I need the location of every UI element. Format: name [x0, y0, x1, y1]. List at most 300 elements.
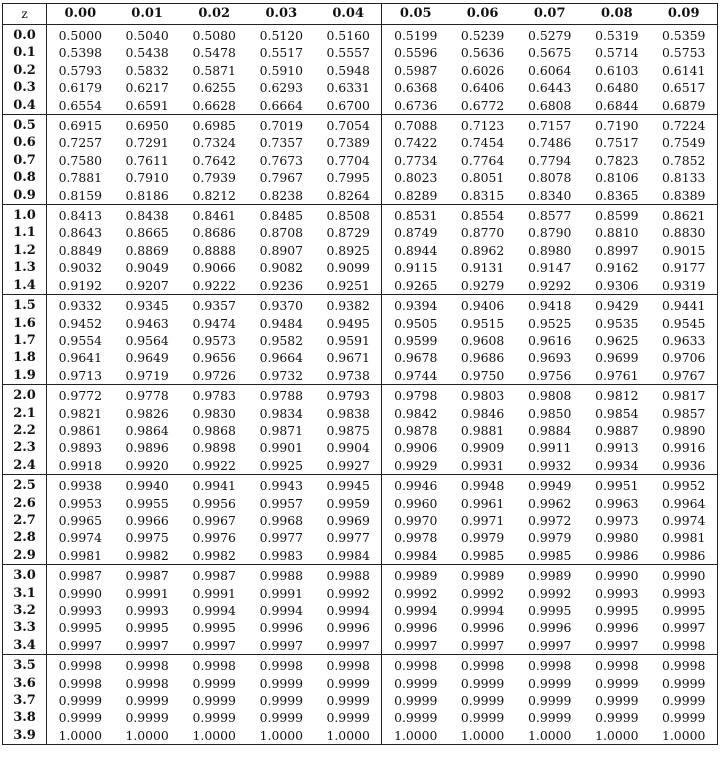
probability-cell: 0.8577: [528, 208, 572, 224]
probability-cell: 0.8159: [58, 187, 102, 203]
probability-cell: 0.9972: [528, 512, 572, 528]
probability-cell: 0.9984: [394, 547, 438, 563]
probability-cell: 0.9980: [595, 530, 639, 546]
probability-cell: 0.9429: [595, 298, 639, 314]
probability-cell: 0.9983: [259, 547, 303, 563]
probability-cell: 0.9934: [595, 457, 639, 473]
probability-cell: 0.9967: [192, 512, 236, 528]
table-row: [3, 62, 718, 79]
probability-cell: 0.6443: [528, 80, 572, 96]
probability-cell: 0.8461: [192, 208, 236, 224]
probability-cell: 0.8106: [595, 170, 639, 186]
probability-cell: 0.9875: [315, 422, 382, 439]
probability-cell: 0.6026: [460, 62, 505, 78]
probability-cell: 0.7389: [315, 134, 382, 151]
probability-cell: 1.0000: [125, 727, 169, 743]
probability-cell: 0.8264: [315, 187, 382, 205]
probability-cell: 0.9943: [259, 478, 303, 494]
probability-cell: 0.9890: [661, 422, 706, 438]
probability-cell: 0.9932: [528, 457, 572, 473]
probability-cell: 0.9990: [595, 568, 639, 584]
probability-cell: 0.7910: [125, 170, 169, 186]
probability-cell: 0.8980: [528, 242, 572, 258]
z-value-cell: 0.2: [3, 62, 47, 79]
probability-cell: 0.9887: [595, 422, 639, 438]
probability-cell: 0.9997: [394, 637, 438, 653]
probability-cell: 0.9946: [394, 478, 438, 494]
probability-cell: 0.9992: [315, 585, 382, 602]
probability-cell: 0.6628: [192, 97, 236, 113]
column-header: 0.00: [64, 6, 97, 21]
probability-cell: 0.9996: [528, 620, 572, 636]
z-value-cell: 3.0: [3, 565, 47, 585]
probability-cell: 0.9948: [460, 478, 505, 494]
column-header: 0.04: [315, 4, 382, 25]
probability-cell: 0.9999: [595, 675, 639, 691]
probability-cell: 0.5948: [315, 62, 382, 79]
table-row: [3, 224, 718, 241]
probability-cell: 0.9992: [460, 585, 505, 601]
probability-cell: 0.9999: [259, 693, 303, 709]
probability-cell: 0.9916: [661, 440, 706, 456]
probability-cell: 0.9656: [192, 350, 236, 366]
probability-cell: 0.8438: [125, 208, 169, 224]
probability-cell: 0.9474: [192, 315, 236, 331]
probability-cell: 0.9956: [192, 495, 236, 511]
probability-cell: 0.8051: [460, 170, 505, 186]
probability-cell: 0.8708: [259, 225, 303, 241]
probability-cell: 0.9999: [315, 675, 382, 692]
probability-cell: 0.9671: [315, 349, 382, 366]
probability-cell: 0.9999: [125, 710, 169, 726]
probability-cell: 0.9756: [528, 367, 572, 383]
probability-cell: 0.9945: [315, 475, 382, 495]
probability-cell: 0.9997: [528, 637, 572, 653]
probability-cell: 0.7734: [394, 152, 438, 168]
probability-cell: 0.5080: [192, 28, 236, 43]
probability-cell: 0.9901: [259, 440, 303, 456]
probability-cell: 0.9999: [315, 709, 382, 726]
z-value-cell: 3.8: [3, 709, 47, 726]
probability-cell: 0.9961: [460, 495, 505, 511]
probability-cell: 0.9898: [192, 440, 236, 456]
probability-cell: 0.7190: [595, 118, 639, 134]
probability-cell: 0.8289: [394, 187, 438, 203]
probability-cell: 0.9370: [259, 298, 303, 314]
probability-cell: 0.8599: [595, 208, 639, 224]
probability-cell: 0.9989: [394, 568, 438, 584]
probability-cell: 0.8643: [58, 225, 102, 241]
probability-cell: 1.0000: [394, 727, 438, 743]
probability-cell: 0.8485: [259, 208, 303, 224]
probability-cell: 0.8023: [394, 170, 438, 186]
table-row: [3, 405, 718, 422]
probability-cell: 0.9986: [595, 547, 639, 563]
probability-cell: 0.7357: [259, 135, 303, 151]
column-header: 0.08: [600, 6, 633, 21]
probability-cell: 0.9251: [315, 277, 382, 295]
probability-cell: 0.9999: [125, 693, 169, 709]
probability-cell: 0.9974: [661, 512, 706, 528]
probability-cell: 0.9995: [661, 603, 706, 618]
probability-cell: 0.9535: [595, 315, 639, 331]
probability-cell: 0.9525: [528, 315, 572, 331]
table-row: [3, 495, 718, 512]
probability-cell: 0.7157: [528, 118, 572, 134]
probability-cell: 0.9963: [595, 495, 639, 511]
probability-cell: 0.9834: [259, 405, 303, 421]
probability-cell: 0.6293: [259, 80, 303, 96]
probability-cell: 0.9706: [661, 350, 706, 366]
probability-cell: 0.7967: [259, 170, 303, 186]
probability-cell: 0.9998: [125, 658, 169, 674]
probability-cell: 0.9999: [661, 693, 706, 709]
probability-cell: 0.9292: [528, 277, 572, 293]
probability-cell: 0.9484: [259, 315, 303, 331]
probability-cell: 0.9996: [259, 620, 303, 636]
probability-cell: 1.0000: [460, 727, 505, 743]
probability-cell: 0.9999: [460, 693, 505, 709]
table-row: [3, 457, 718, 475]
probability-cell: 0.9981: [661, 530, 706, 546]
probability-cell: 0.6664: [259, 97, 303, 113]
probability-cell: 0.9994: [315, 602, 382, 619]
probability-cell: 0.8413: [58, 208, 102, 224]
probability-cell: 0.5871: [192, 62, 236, 78]
probability-cell: 0.9115: [394, 260, 438, 276]
probability-cell: 0.9970: [394, 512, 438, 528]
probability-cell: 0.9964: [661, 495, 706, 511]
z-value-cell: 3.9: [3, 727, 47, 745]
probability-cell: 0.9999: [595, 710, 639, 726]
table-row: [3, 44, 718, 61]
probability-cell: 0.7257: [58, 135, 102, 151]
probability-cell: 0.9994: [460, 603, 505, 618]
probability-cell: 0.9678: [394, 350, 438, 366]
probability-cell: 0.8849: [58, 242, 102, 258]
z-value-cell: 3.1: [3, 585, 47, 602]
probability-cell: 0.9998: [460, 658, 505, 674]
probability-cell: 0.8830: [661, 225, 706, 241]
probability-cell: 0.9968: [259, 512, 303, 528]
probability-cell: 0.9817: [661, 388, 706, 404]
probability-cell: 0.9994: [192, 603, 236, 618]
probability-cell: 0.9985: [460, 547, 505, 563]
probability-cell: 0.7454: [460, 135, 505, 151]
probability-cell: 0.7291: [125, 135, 169, 151]
probability-cell: 0.9911: [528, 440, 572, 456]
z-value-cell: 1.2: [3, 242, 47, 259]
probability-cell: 1.0000: [58, 727, 102, 743]
probability-cell: 0.7422: [394, 135, 438, 151]
probability-cell: 0.6179: [58, 80, 102, 96]
probability-cell: 0.7642: [192, 152, 236, 168]
probability-cell: 0.9772: [58, 388, 102, 404]
table-row: [3, 675, 718, 692]
probability-cell: 0.7704: [315, 152, 382, 169]
probability-cell: 0.6915: [58, 118, 102, 134]
probability-cell: 0.9732: [259, 367, 303, 383]
probability-cell: 0.9906: [394, 440, 438, 456]
probability-cell: 0.8315: [460, 187, 505, 203]
probability-cell: 0.9996: [595, 620, 639, 636]
z-value-cell: 0.1: [3, 44, 47, 61]
probability-cell: 0.9999: [661, 710, 706, 726]
probability-cell: 0.9918: [58, 457, 102, 473]
probability-cell: 1.0000: [192, 727, 236, 743]
probability-cell: 0.5517: [259, 45, 303, 61]
probability-cell: 0.9049: [125, 260, 169, 276]
probability-cell: 0.9927: [315, 457, 382, 475]
probability-cell: 0.9884: [528, 422, 572, 438]
probability-cell: 0.7673: [259, 152, 303, 168]
probability-cell: 0.8665: [125, 225, 169, 241]
probability-cell: 0.9842: [394, 405, 438, 421]
probability-cell: 0.9994: [259, 603, 303, 618]
probability-cell: 0.9981: [58, 547, 102, 563]
table-row: [3, 259, 718, 276]
probability-cell: 0.6064: [528, 62, 572, 78]
probability-cell: 0.6255: [192, 80, 236, 96]
probability-cell: 0.5753: [661, 45, 706, 61]
table-row: [3, 692, 718, 709]
probability-cell: 0.9750: [460, 367, 505, 383]
probability-cell: 0.9788: [259, 388, 303, 404]
probability-cell: 0.9495: [315, 315, 382, 332]
probability-cell: 0.9265: [394, 277, 438, 293]
probability-cell: 0.9995: [528, 603, 572, 618]
probability-cell: 0.9991: [125, 585, 169, 601]
probability-cell: 0.9997: [259, 637, 303, 653]
probability-cell: 0.9979: [460, 530, 505, 546]
probability-cell: 0.9997: [58, 637, 102, 653]
probability-cell: 0.6141: [661, 62, 706, 78]
probability-cell: 0.9896: [125, 440, 169, 456]
probability-cell: 0.5160: [315, 25, 382, 45]
probability-cell: 0.8238: [259, 187, 303, 203]
probability-cell: 0.9625: [595, 332, 639, 348]
table-row: [3, 565, 718, 585]
probability-cell: 0.9929: [394, 457, 438, 473]
probability-cell: 0.7580: [58, 152, 102, 168]
probability-cell: 0.7224: [661, 118, 706, 134]
table-row: [3, 187, 718, 205]
probability-cell: 0.6368: [394, 80, 438, 96]
z-value-cell: 1.3: [3, 259, 47, 276]
probability-cell: 0.5438: [125, 45, 169, 61]
probability-cell: 0.7995: [315, 169, 382, 186]
probability-cell: 0.9987: [125, 568, 169, 584]
probability-cell: 0.9990: [661, 568, 706, 584]
probability-cell: 0.9996: [460, 620, 505, 636]
z-value-cell: 1.7: [3, 332, 47, 349]
probability-cell: 0.7054: [315, 115, 382, 135]
probability-cell: 0.7794: [528, 152, 572, 168]
probability-cell: 0.9798: [394, 388, 438, 404]
probability-cell: 0.9744: [394, 367, 438, 383]
column-header: 0.02: [198, 6, 231, 21]
probability-cell: 0.9515: [460, 315, 505, 331]
probability-cell: 0.9920: [125, 457, 169, 473]
probability-cell: 0.9989: [528, 568, 572, 584]
probability-cell: 0.6985: [192, 118, 236, 134]
probability-cell: 0.9878: [394, 422, 438, 438]
probability-cell: 0.9599: [394, 332, 438, 348]
probability-cell: 0.9966: [125, 512, 169, 528]
probability-cell: 0.9951: [595, 478, 639, 494]
probability-cell: 0.9812: [595, 388, 639, 404]
probability-cell: 0.7823: [595, 152, 639, 168]
probability-cell: 0.9999: [528, 693, 572, 709]
probability-cell: 0.8621: [661, 208, 706, 224]
table-row: [3, 97, 718, 115]
probability-cell: 0.9998: [661, 637, 706, 653]
probability-cell: 0.5279: [528, 28, 572, 43]
z-value-cell: 3.5: [3, 655, 47, 675]
probability-cell: 0.9999: [192, 693, 236, 709]
probability-cell: 0.9207: [125, 277, 169, 293]
probability-cell: 0.8554: [460, 208, 505, 224]
probability-cell: 0.9554: [58, 332, 102, 348]
z-table: [2, 3, 718, 745]
column-header: 0.07: [533, 6, 566, 21]
probability-cell: 0.9938: [58, 478, 102, 494]
z-value-cell: 1.8: [3, 349, 47, 366]
probability-cell: 0.7088: [394, 118, 438, 134]
probability-cell: 0.9999: [528, 675, 572, 691]
table-row: [3, 277, 718, 295]
probability-cell: 0.5319: [595, 28, 639, 43]
probability-cell: 0.7123: [460, 118, 505, 134]
table-row: [3, 205, 718, 225]
probability-cell: 0.9999: [528, 710, 572, 726]
probability-cell: 0.9999: [259, 675, 303, 691]
probability-cell: 1.0000: [528, 727, 572, 743]
z-value-cell: 2.4: [3, 457, 47, 475]
probability-cell: 0.9999: [58, 693, 102, 709]
probability-cell: 0.8869: [125, 242, 169, 258]
probability-cell: 0.9925: [259, 457, 303, 473]
probability-cell: 0.9998: [58, 658, 102, 674]
table-row: [3, 439, 718, 456]
z-value-cell: 1.4: [3, 277, 47, 295]
probability-cell: 0.9608: [460, 332, 505, 348]
probability-cell: 0.9999: [460, 710, 505, 726]
z-column-header: z: [3, 4, 47, 25]
probability-cell: 0.9162: [595, 260, 639, 276]
probability-cell: 0.9998: [315, 655, 382, 675]
probability-cell: 0.8389: [661, 187, 706, 203]
probability-cell: 0.9995: [192, 620, 236, 636]
table-row: [3, 134, 718, 151]
probability-cell: 0.5714: [595, 45, 639, 61]
z-value-cell: 2.5: [3, 475, 47, 495]
probability-cell: 0.9940: [125, 478, 169, 494]
probability-cell: 0.9394: [394, 298, 438, 314]
probability-cell: 0.6103: [595, 62, 639, 78]
probability-cell: 0.9982: [125, 547, 169, 563]
probability-cell: 0.9279: [460, 277, 505, 293]
table-row: [3, 475, 718, 495]
z-value-cell: 3.7: [3, 692, 47, 709]
probability-cell: 1.0000: [595, 727, 639, 743]
probability-cell: 0.9999: [315, 692, 382, 709]
probability-cell: 0.7486: [528, 135, 572, 151]
probability-cell: 0.9913: [595, 440, 639, 456]
probability-cell: 0.9973: [595, 512, 639, 528]
probability-cell: 0.5832: [125, 62, 169, 78]
header-row: [3, 4, 718, 25]
table-body: [3, 25, 718, 745]
probability-cell: 0.9991: [259, 585, 303, 601]
probability-cell: 0.9995: [58, 620, 102, 636]
probability-cell: 0.9998: [58, 675, 102, 691]
probability-cell: 0.9995: [595, 603, 639, 618]
probability-cell: 0.9382: [315, 295, 382, 315]
probability-cell: 0.6808: [528, 97, 572, 113]
probability-cell: 0.6844: [595, 97, 639, 113]
probability-cell: 0.9987: [192, 568, 236, 584]
probability-cell: 0.9846: [460, 405, 505, 421]
probability-cell: 0.9664: [259, 350, 303, 366]
probability-cell: 0.9319: [661, 277, 706, 293]
table-row: [3, 152, 718, 169]
probability-cell: 0.9999: [394, 675, 438, 691]
probability-cell: 0.5987: [394, 62, 438, 78]
probability-cell: 0.9998: [259, 658, 303, 674]
probability-cell: 0.9999: [394, 693, 438, 709]
probability-cell: 0.6554: [58, 97, 102, 113]
z-value-cell: 3.6: [3, 675, 47, 692]
probability-cell: 0.8508: [315, 205, 382, 225]
z-value-cell: 2.3: [3, 439, 47, 456]
probability-cell: 0.9957: [259, 495, 303, 511]
probability-cell: 0.5596: [394, 45, 438, 61]
z-value-cell: 3.4: [3, 637, 47, 655]
probability-cell: 0.9793: [315, 385, 382, 405]
z-value-cell: 3.2: [3, 602, 47, 619]
probability-cell: 0.7517: [595, 135, 639, 151]
probability-cell: 0.5557: [315, 44, 382, 61]
probability-cell: 0.8925: [315, 242, 382, 259]
probability-cell: 0.8790: [528, 225, 572, 241]
probability-cell: 0.9582: [259, 332, 303, 348]
probability-cell: 0.9991: [192, 585, 236, 601]
probability-cell: 0.9922: [192, 457, 236, 473]
probability-cell: 0.9693: [528, 350, 572, 366]
probability-cell: 0.5239: [460, 28, 505, 43]
probability-cell: 0.9767: [661, 367, 706, 383]
probability-cell: 0.9999: [192, 675, 236, 691]
probability-cell: 0.9992: [394, 585, 438, 601]
table-row: [3, 602, 718, 619]
probability-cell: 0.9931: [460, 457, 505, 473]
probability-cell: 1.0000: [661, 727, 706, 743]
probability-cell: 0.8531: [394, 208, 438, 224]
probability-cell: 0.5000: [58, 28, 102, 43]
probability-cell: 0.9838: [315, 405, 382, 422]
probability-cell: 0.9778: [125, 388, 169, 404]
column-header: 0.06: [466, 6, 499, 21]
probability-cell: 0.6772: [460, 97, 505, 113]
probability-cell: 0.9977: [315, 529, 382, 546]
probability-cell: 0.9993: [661, 585, 706, 601]
probability-cell: 0.9990: [58, 585, 102, 601]
probability-cell: 0.8212: [192, 187, 236, 203]
probability-cell: 0.9952: [661, 478, 706, 494]
probability-cell: 0.7939: [192, 170, 236, 186]
probability-cell: 0.9998: [595, 658, 639, 674]
